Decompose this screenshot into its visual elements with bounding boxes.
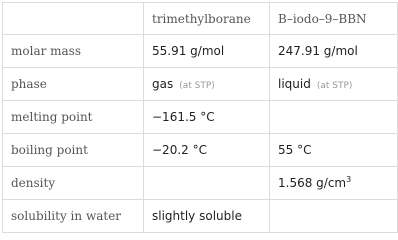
phase-iodo-bbn-cell [270,68,398,101]
row-label-density: density [3,167,144,200]
table-row [3,35,398,68]
density-iodo-bbn-cell [270,167,398,200]
solubility-iodo-bbn [270,200,398,233]
phase-trimethylborane-note: (at STP) [179,81,215,91]
row-label-melting-point: melting point [3,101,144,134]
boiling-point-iodo-bbn: 55 °C [270,134,398,167]
row-label-solubility: solubility in water [3,200,144,233]
header-row [3,3,398,35]
boiling-point-trimethylborane: −20.2 °C [144,134,270,167]
melting-point-trimethylborane: −161.5 °C [144,101,270,134]
properties-table [2,2,398,233]
table-row [3,200,398,233]
molar-mass-iodo-bbn: 247.91 g/mol [270,35,398,68]
phase-trimethylborane: gas [152,77,174,91]
solubility-trimethylborane: slightly soluble [144,200,270,233]
table-row [3,68,398,101]
table-row [3,134,398,167]
molar-mass-trimethylborane: 55.91 g/mol [144,35,270,68]
row-label-boiling-point: boiling point [3,134,144,167]
row-label-phase: phase [3,68,144,101]
header-empty-cell [3,3,144,35]
density-iodo-bbn: 1.568 g/cm [278,176,347,190]
density-unit-exponent: 3 [346,175,352,184]
melting-point-iodo-bbn [270,101,398,134]
table-row [3,101,398,134]
table-row [3,167,398,200]
column-header-iodo-bbn: B–iodo–9–BBN [270,3,398,35]
row-label-molar-mass: molar mass [3,35,144,68]
density-trimethylborane [144,167,270,200]
column-header-trimethylborane: trimethylborane [144,3,270,35]
phase-iodo-bbn-note: (at STP) [316,81,353,91]
phase-iodo-bbn: liquid [278,77,311,91]
phase-trimethylborane-cell [144,68,270,101]
